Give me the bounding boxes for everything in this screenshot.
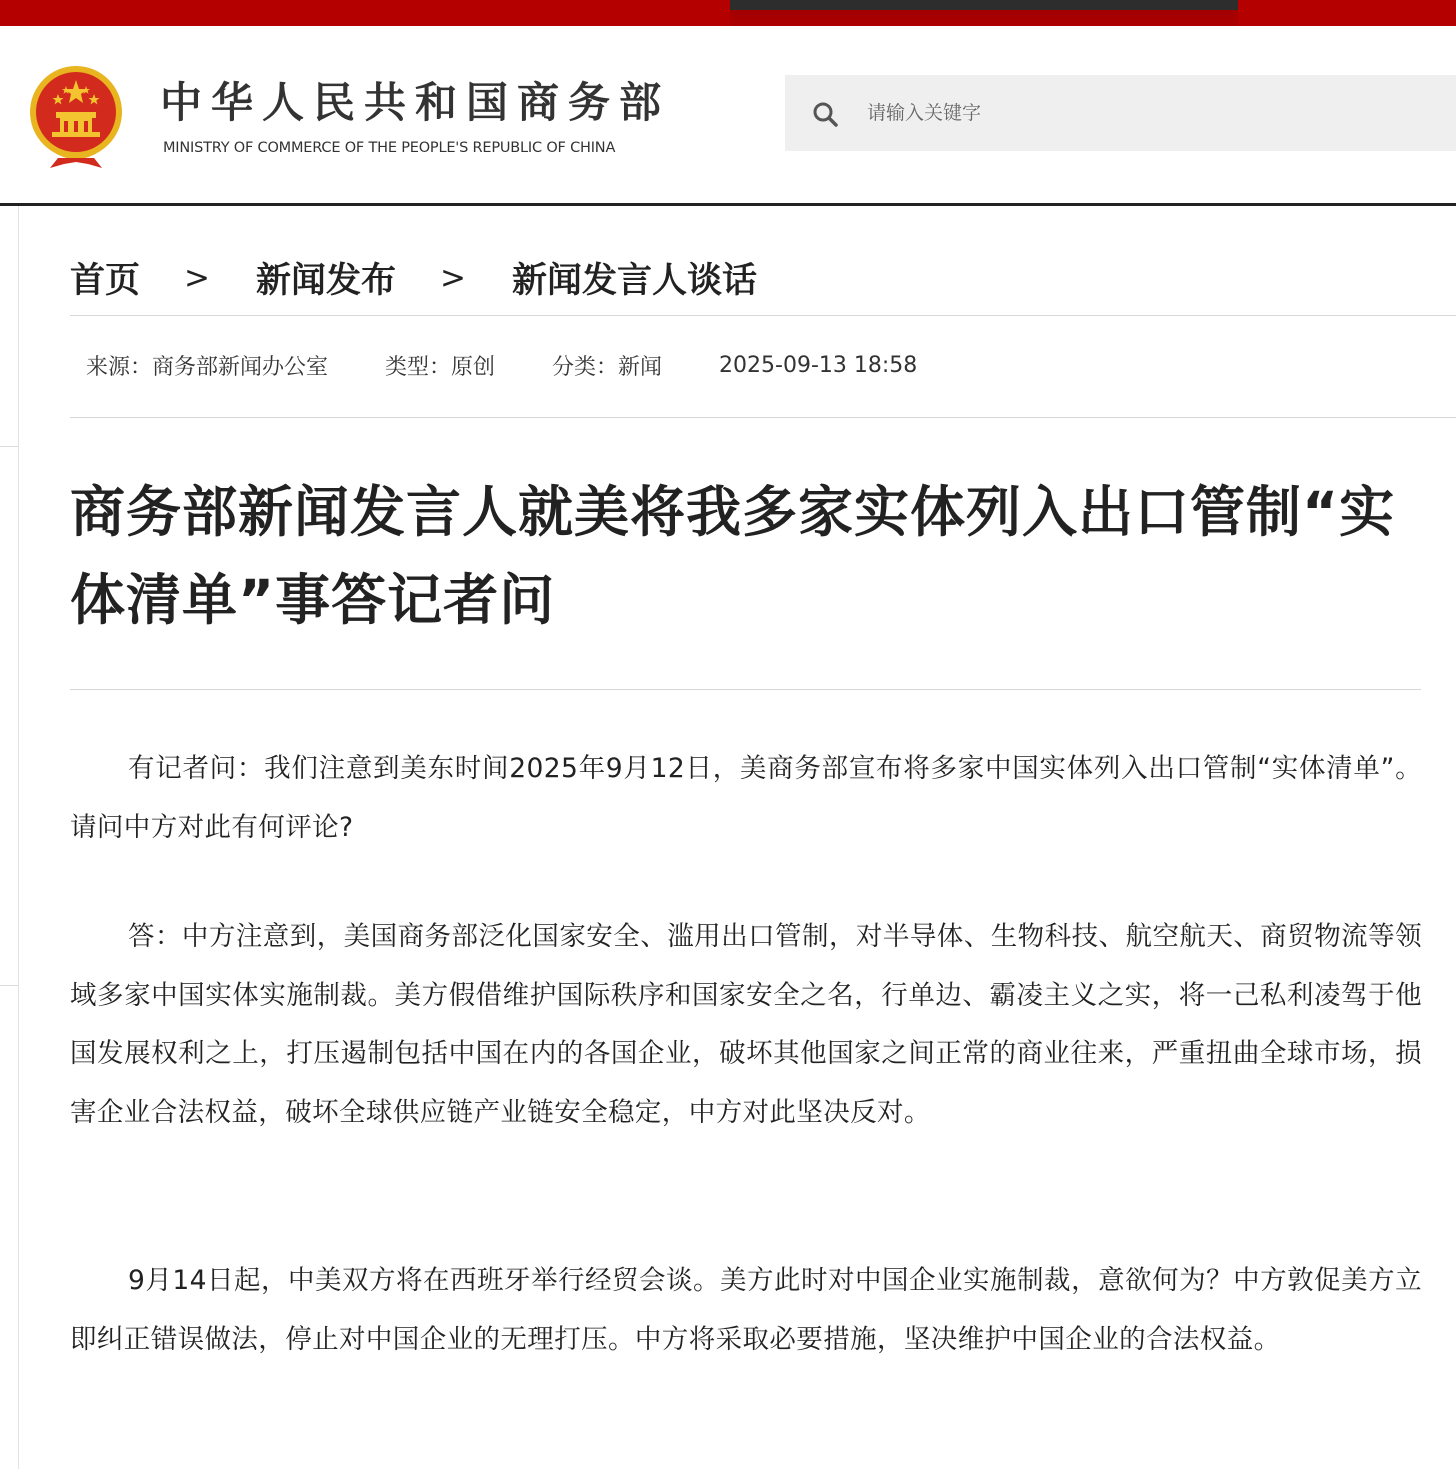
left-frame-tick — [0, 446, 18, 447]
meta-divider — [70, 417, 1456, 418]
national-emblem-icon[interactable] — [28, 64, 124, 168]
meta-datetime: 2025-09-13 18:58 — [719, 352, 918, 378]
article-paragraph: 9月14日起，中美双方将在西班牙举行经贸会谈。美方此时对中国企业实施制裁，意欲何为？中方敦促美方立即纠正错误做法，停止对中国企业的无理打压。中方将采取必要措施，坚决维护中国企业的合法权益。 — [70, 1265, 1422, 1355]
article-title: 商务部新闻发言人就美将我多家实体列入出口管制“实体清单”事答记者问 — [70, 480, 1396, 632]
search-input[interactable] — [867, 95, 1427, 131]
breadcrumb-spokesperson-link[interactable]: 新闻发言人谈话 — [512, 261, 758, 301]
meta-type: 类型：原创 — [385, 354, 496, 380]
site-header — [0, 26, 1456, 204]
site-title-chinese[interactable]: 中华人民共和国商务部 — [160, 78, 671, 127]
article-meta — [86, 347, 974, 383]
header-divider — [0, 203, 1456, 206]
breadcrumb-home-link[interactable]: 首页 — [70, 261, 141, 301]
breadcrumb-separator: > — [440, 260, 466, 296]
breadcrumb-separator: > — [184, 260, 210, 296]
search-box[interactable] — [785, 75, 1456, 151]
breadcrumb-divider — [70, 315, 1456, 316]
article-paragraph: 有记者问：我们注意到美东时间2025年9月12日，美商务部宣布将多家中国实体列入出口管制“实体清单”。请问中方对此有何评论? — [70, 753, 1422, 843]
search-icon[interactable] — [811, 100, 839, 128]
top-dark-strip — [730, 0, 1238, 10]
left-frame-tick — [0, 985, 18, 986]
breadcrumb — [70, 253, 757, 303]
title-divider — [70, 689, 1421, 690]
breadcrumb-news-release-link[interactable]: 新闻发布 — [256, 261, 397, 301]
meta-category: 分类：新闻 — [552, 354, 663, 380]
site-title-english[interactable]: MINISTRY OF COMMERCE OF THE PEOPLE'S REPUBLIC OF CHINA — [163, 140, 616, 156]
left-frame-line — [18, 206, 19, 1469]
article-paragraph: 答：中方注意到，美国商务部泛化国家安全、滥用出口管制，对半导体、生物科技、航空航天、商贸物流等领域多家中国实体实施制裁。美方假借维护国际秩序和国家安全之名，行单边、霸凌主义之实，将一己私利凌驾于他国发展权利之上，打压遏制包括中国在内的各国企业，破坏其他国家之间正常的商业往来，严重扭曲全球市场，损害企业合法权益，破坏全球供应链产业链安全稳定，中方对此坚决反对。 — [70, 921, 1422, 1128]
meta-source: 来源：商务部新闻办公室 — [86, 354, 329, 380]
